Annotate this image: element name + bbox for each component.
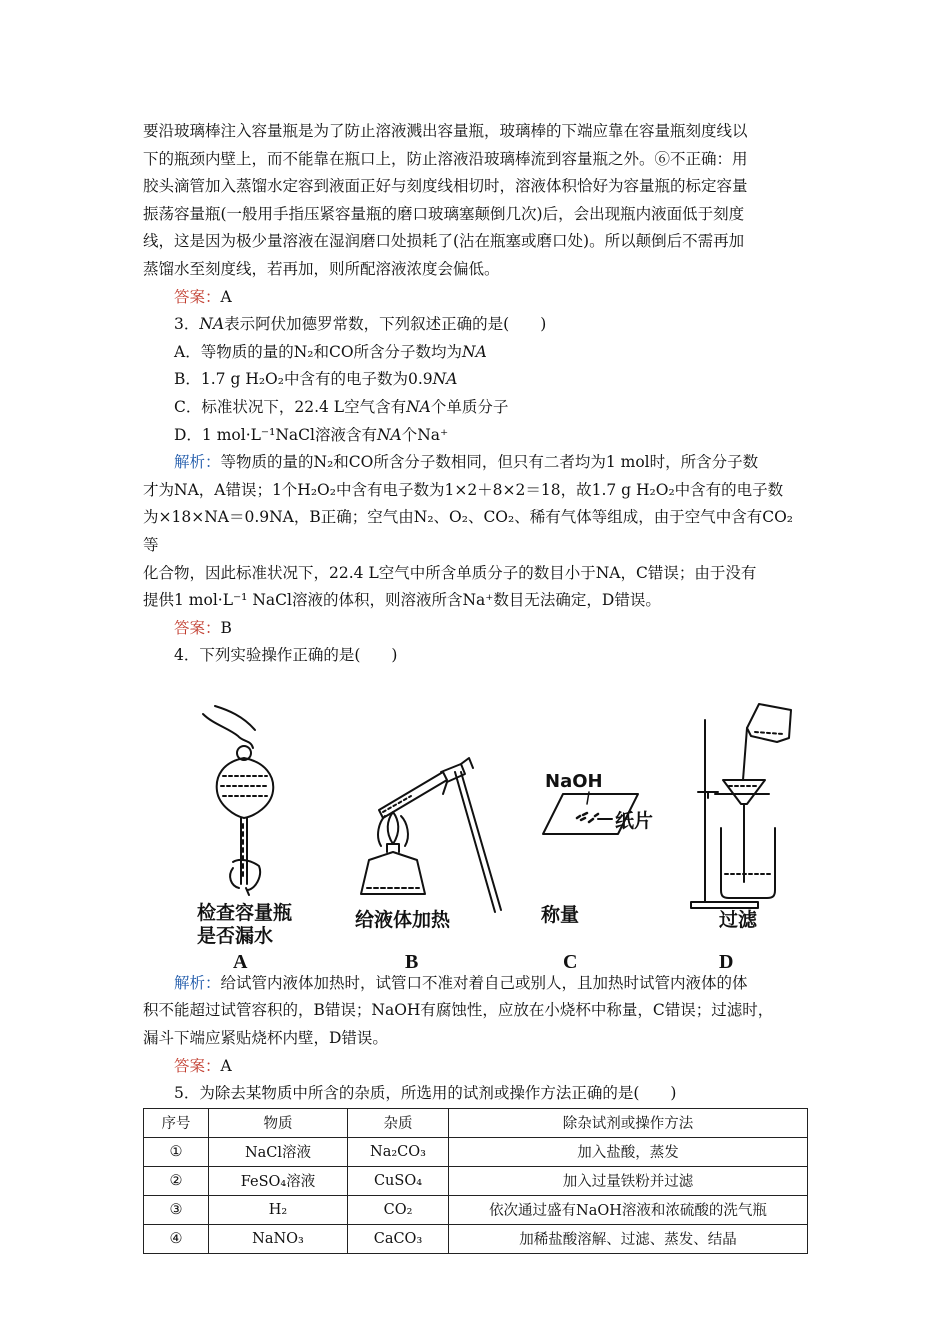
table-cell: CO₂ (348, 1195, 449, 1224)
table-row (144, 1224, 808, 1253)
table-cell: Na₂CO₃ (348, 1137, 449, 1166)
letter-c: C (563, 950, 578, 973)
text-line: 振荡容量瓶(一般用手指压紧容量瓶的磨口玻璃塞颠倒几次)后，会出现瓶内液面低于刻度 (143, 204, 745, 223)
analysis-line: 积不能超过试管容积的，B错误；NaOH有腐蚀性，应放在小烧杯中称量，C错误；过滤时， (143, 1001, 774, 1020)
caption-a: 检查容量瓶 是否漏水 (197, 901, 293, 947)
option-b: B．1.7 g H₂O₂中含有的电子数为0.9NA (174, 370, 458, 389)
table-header: 除杂试剂或操作方法 (449, 1108, 808, 1137)
table-cell: CaCO₃ (348, 1224, 449, 1253)
question-4-stem: 4．下列实验操作正确的是( ) (174, 646, 398, 665)
table-header: 物质 (209, 1108, 348, 1137)
analysis-line: 漏斗下端应紧贴烧杯内壁，D错误。 (143, 1029, 388, 1048)
paper-label: 纸片 (615, 809, 654, 832)
table-cell: FeSO₄溶液 (209, 1166, 348, 1195)
analysis-line: 解析：等物质的量的N₂和CO所含分子数相同，但只有二者均为1 mol时，所含分子数 (174, 453, 759, 472)
table-cell: 依次通过盛有NaOH溶液和浓硫酸的洗气瓶 (449, 1195, 808, 1224)
table-cell: ④ (144, 1224, 209, 1253)
answer-label: 答案： (174, 618, 221, 637)
option-d: D．1 mol·L⁻¹NaCl溶液含有NA个Na⁺ (174, 425, 449, 444)
filtration-drawing (691, 704, 791, 908)
table-cell: H₂ (209, 1195, 348, 1224)
question-3-stem: 3．NA表示阿伏加德罗常数，下列叙述正确的是( ) (174, 315, 547, 334)
page (143, 118, 808, 1254)
analysis-line: 解析：给试管内液体加热时，试管口不准对着自己或别人，且加热时试管内液体的体 (174, 973, 748, 992)
text-line: 下的瓶颈内壁上，而不能靠在瓶口上，防止溶液沿玻璃棒流到容量瓶之外。⑥不正确：用 (143, 149, 748, 168)
table-cell: ② (144, 1166, 209, 1195)
analysis-line: 化合物，因此标准状况下，22.4 L空气中所含单质分子的数目小于NA，C错误；由于没有 (143, 563, 757, 582)
table-cell: NaCl溶液 (209, 1137, 348, 1166)
text-line: 蒸馏水至刻度线，若再加，则所配溶液浓度会偏低。 (143, 259, 500, 278)
table-cell: ③ (144, 1195, 209, 1224)
text-line: 胶头滴管加入蒸馏水定容到液面正好与刻度线相切时，溶液体积恰好为容量瓶的标定容量 (143, 177, 748, 196)
table-row (144, 1195, 808, 1224)
answer-line (143, 615, 808, 643)
answer-line (143, 284, 808, 312)
option-c: C．标准状况下，22.4 L空气含有NA个单质分子 (174, 397, 509, 416)
caption-d: 过滤 (719, 908, 758, 931)
letter-b: B (405, 950, 419, 973)
letter-d: D (719, 950, 734, 973)
answer-label: 答案： (174, 287, 221, 306)
experiment-figure (143, 676, 808, 973)
table-cell: 加入盐酸，蒸发 (449, 1137, 808, 1166)
analysis-line: 提供1 mol·L⁻¹ NaCl溶液的体积，则溶液所含Na⁺数目无法确定，D错误。 (143, 591, 661, 610)
table-header: 序号 (144, 1108, 209, 1137)
answer-value: A (220, 1056, 232, 1075)
heating-drawing (361, 758, 501, 912)
table-row (144, 1166, 808, 1195)
analysis-line: 为×18×NA＝0.9NA，B正确；空气由N₂、O₂、CO₂、稀有气体等组成，由于空气中含有CO₂等 (143, 508, 794, 554)
question-5-stem: 5．为除去某物质中所含的杂质，所选用的试剂或操作方法正确的是( ) (174, 1084, 677, 1103)
caption-c: 称量 (541, 903, 580, 926)
option-a: A．等物质的量的N₂和CO所含分子数均为NA (174, 342, 487, 361)
text-line: 线，这是因为极少量溶液在湿润磨口处损耗了(沾在瓶塞或磨口处)。所以颠倒后不需再加 (143, 232, 745, 251)
impurity-table (143, 1108, 808, 1254)
flask-drawing (203, 706, 273, 895)
table-cell: NaNO₃ (209, 1224, 348, 1253)
answer-label: 答案： (174, 1056, 221, 1075)
table-cell: ① (144, 1137, 209, 1166)
letter-a: A (233, 950, 248, 973)
answer-line (143, 1053, 808, 1081)
table-row (144, 1137, 808, 1166)
answer-value: B (220, 618, 232, 637)
table-cell: 加稀盐酸溶解、过滤、蒸发、结晶 (449, 1224, 808, 1253)
analysis-label: 解析： (174, 453, 221, 472)
table-header: 杂质 (348, 1108, 449, 1137)
naoh-label: NaOH (545, 770, 603, 792)
analysis-line: 才为NA，A错误；1个H₂O₂中含有电子数为1×2＋8×2＝18，故1.7 g H₂O₂中含有的电子数 (143, 480, 784, 499)
table-header-row (144, 1108, 808, 1137)
answer-value: A (220, 287, 232, 306)
table-cell: CuSO₄ (348, 1166, 449, 1195)
caption-b: 给液体加热 (355, 908, 451, 931)
table-cell: 加入过量铁粉并过滤 (449, 1166, 808, 1195)
analysis-label: 解析： (174, 973, 221, 992)
text-line: 要沿玻璃棒注入容量瓶是为了防止溶液溅出容量瓶，玻璃棒的下端应靠在容量瓶刻度线以 (143, 122, 748, 140)
